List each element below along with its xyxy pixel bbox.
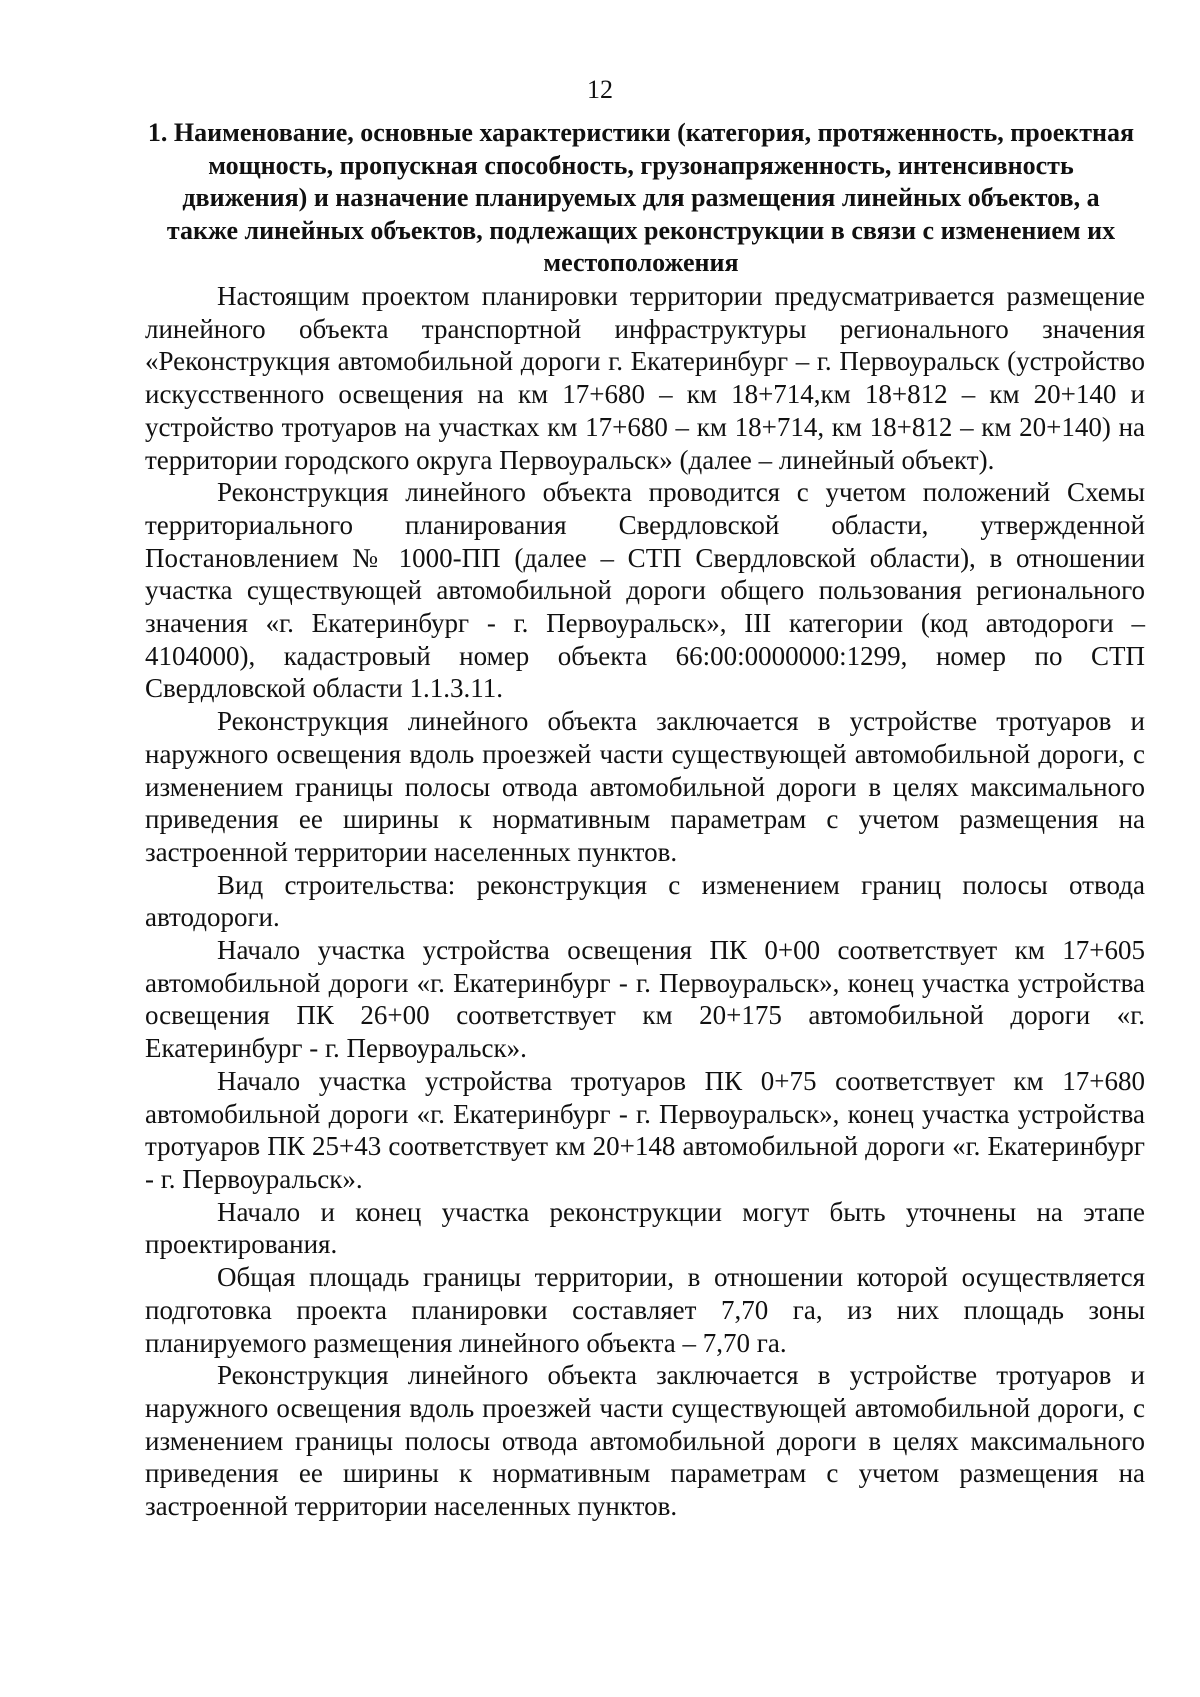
section-heading: 1. Наименование, основные характеристики (категория, протяженность, проектная мощность, пропускная способность, грузонапряженность, интенсивность движения) и назначение планируемых для размещения линейных объектов, а также линейных объектов, подлежащих реконструкции в связи с изменением их местоположения — [147, 118, 1135, 277]
paragraph: Начало и конец участка реконструкции могут быть уточнены на этапе проектирования. — [145, 1196, 1145, 1260]
paragraph: Вид строительства: реконструкция с изменением границ полосы отвода автодороги. — [145, 869, 1145, 933]
paragraph: Начало участка устройства освещения ПК 0+00 соответствует км 17+605 автомобильной дороги «г. Екатеринбург - г. Первоуральск», конец участка устройства освещения ПК 26+00 соответствует км 20+175 автомобильной дороги «г. Екатеринбург - г. Первоуральск». — [145, 935, 1145, 1064]
paragraph: Общая площадь границы территории, в отношении которой осуществляется подготовка проекта планировки составляет 7,70 га, из них площадь зоны планируемого размещения линейного объекта – 7,70 га. — [145, 1262, 1145, 1358]
paragraph: Настоящим проектом планировки территории предусматривается размещение линейного объекта транспортной инфраструктуры регионального значения «Реконструкция автомобильной дороги г. Екатеринбург – г. Первоуральск (устройство искусственного освещения на км 17+680 – км 18+714,км 18+812 – км 20+140 и устройство тротуаров на участках км 17+680 – км 18+714, км 18+812 – км 20+140) на территории городского округа Первоуральск» (далее – линейный объект). — [145, 281, 1145, 475]
page-number: 12 — [587, 75, 613, 104]
paragraph: Реконструкция линейного объекта проводится с учетом положений Схемы территориального планирования Свердловской области, утвержденной Постановлением № 1000-ПП (далее – СТП Свердловской области), в отношении участка существующей автомобильной дороги общего пользования регионального значения «г. Екатеринбург - г. Первоуральск», III категории (код автодороги – 4104000), кадастровый номер объекта 66:00:0000000:1299, номер по СТП Свердловской области 1.1.3.11. — [145, 477, 1145, 704]
paragraph: Начало участка устройства тротуаров ПК 0+75 соответствует км 17+680 автомобильной дороги «г. Екатеринбург - г. Первоуральск», конец участка устройства тротуаров ПК 25+43 соответствует км 20+148 автомобильной дороги «г. Екатеринбург - г. Первоуральск». — [145, 1065, 1145, 1194]
paragraph: Реконструкция линейного объекта заключается в устройстве тротуаров и наружного освещения вдоль проезжей части существующей автомобильной дороги, с изменением границы полосы отвода автомобильной дороги в целях максимального приведения ее ширины к нормативным параметрам с учетом размещения на застроенной территории населенных пунктов. — [145, 706, 1145, 867]
paragraph: Реконструкция линейного объекта заключается в устройстве тротуаров и наружного освещения вдоль проезжей части существующей автомобильной дороги, с изменением границы полосы отвода автомобильной дороги в целях максимального приведения ее ширины к нормативным параметрам с учетом размещения на застроенной территории населенных пунктов. — [145, 1360, 1145, 1522]
body-text — [145, 280, 1145, 1523]
